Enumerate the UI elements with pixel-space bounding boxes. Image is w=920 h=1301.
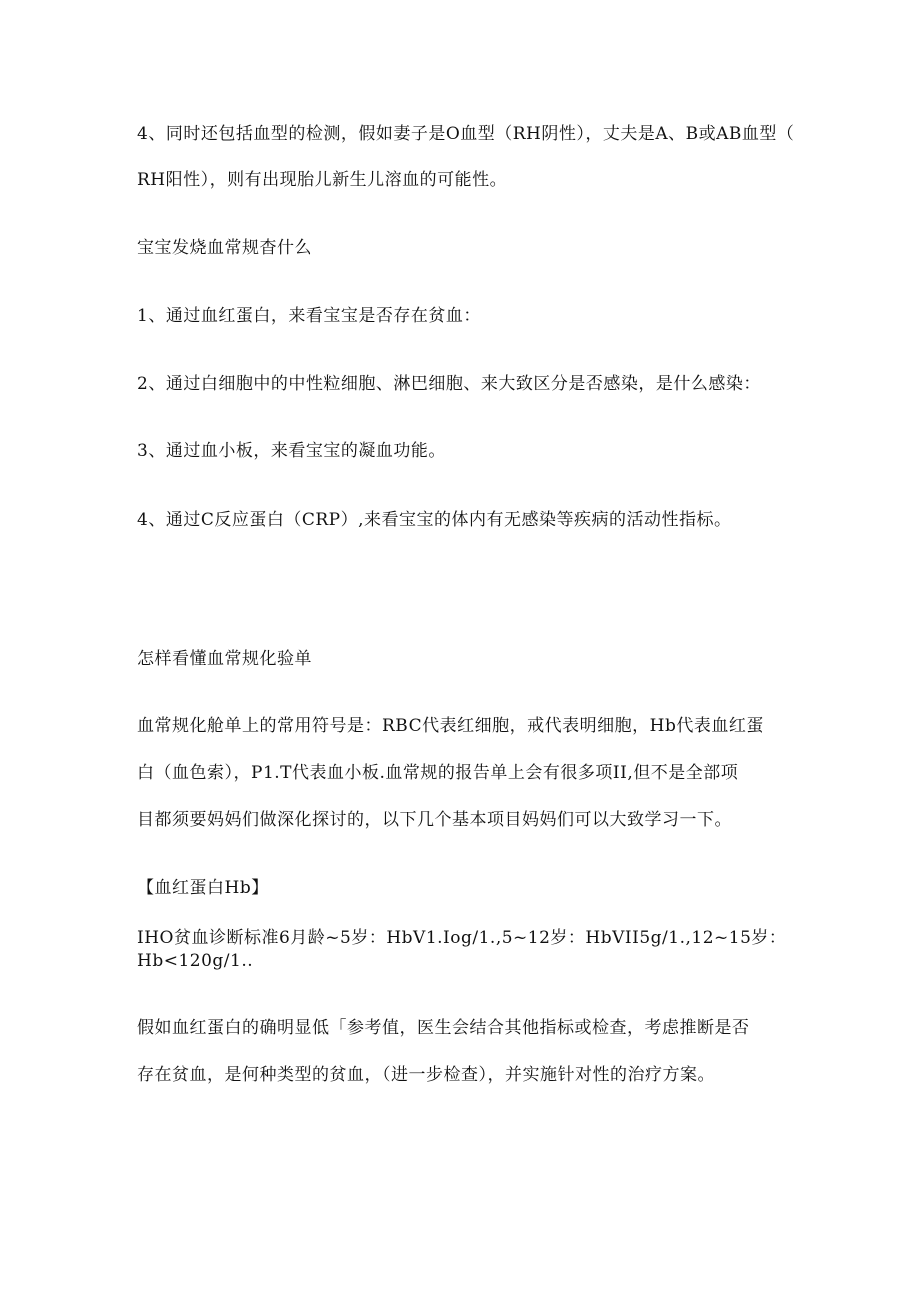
paragraph-line: Hb<120g/1.. xyxy=(137,951,254,971)
list-item: 3、通过血小板，来看宝宝的凝血功能。 xyxy=(137,441,446,461)
paragraph-line: 存在贫血，是何种类型的贫血，（进一步检查），并实施针对性的治疗方案。 xyxy=(137,1065,715,1085)
list-item: 1、通过血红蛋白，来看宝宝是否存在贫血： xyxy=(137,306,481,326)
paragraph-line: 4、同时还包括血型的检测，假如妻子是O血型（RH阴性），丈夫是A、B或AB血型（ xyxy=(137,124,795,144)
section-heading: 【血红蛋白Hb】 xyxy=(137,878,269,898)
paragraph-line: 白（血色索），P1.T代表血小板.血常规的报告单上会有很多项II,但不是全部项 xyxy=(137,763,739,783)
paragraph-line: 假如血红蛋白的确明显低「参考值，医生会结合其他指标或检查，考虑推断是否 xyxy=(137,1018,750,1038)
section-heading: 宝宝发烧血常规杳什么 xyxy=(137,238,312,258)
list-item: 2、通过白细胞中的中性粒细胞、淋巴细胞、来大致区分是否感染，是什么感染： xyxy=(137,374,761,394)
paragraph-line: IHO贫血诊断标准6月龄~5岁：HbV1.Iog/1.,5~12岁：HbVII5g/1.,12~15岁： xyxy=(137,928,787,948)
paragraph-line: 目都须要妈妈们做深化探讨的，以下几个基本项目妈妈们可以大致学习一下。 xyxy=(137,810,732,830)
paragraph-line: RH阳性），则有出现胎儿新生儿溶血的可能性。 xyxy=(137,170,508,190)
paragraph-line: 血常规化舱单上的常用符号是：RBC代表红细胞，戒代表明细胞，Hb代表血红蛋 xyxy=(137,716,764,736)
section-heading: 怎样看懂血常规化验单 xyxy=(137,649,312,669)
list-item: 4、通过C反应蛋白（CRP）,来看宝宝的体内有无感染等疾病的活动性指标。 xyxy=(137,510,732,530)
